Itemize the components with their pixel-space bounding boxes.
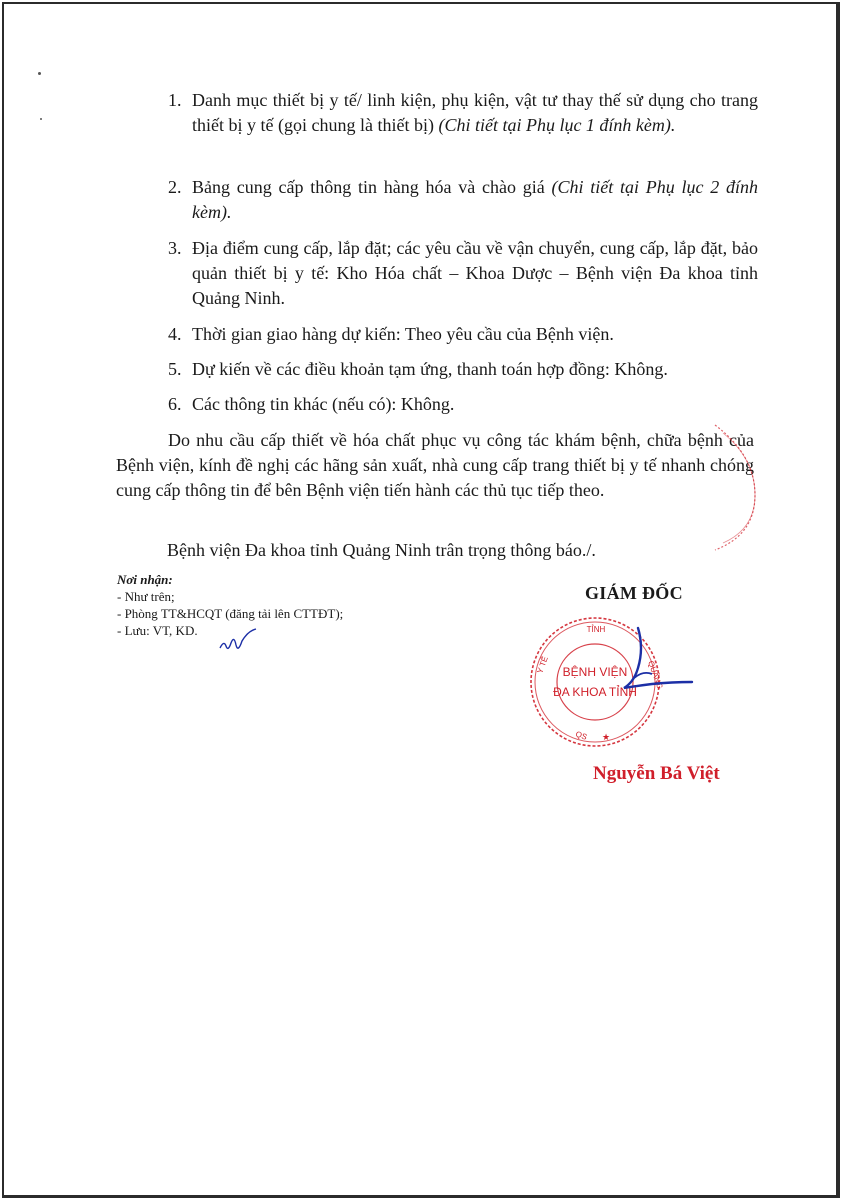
list-item-number: 6.	[168, 394, 182, 414]
list-item-5	[168, 357, 758, 382]
request-paragraph: Do nhu cầu cấp thiết về hóa chất phục vụ công tác khám bệnh, chữa bệnh của Bệnh viện, kính đề nghị các hãng sản xuất, nhà cung cấp trang thiết bị y tế nhanh chóng cung cấp thông tin để bên Bệnh viện tiến hành các thủ tục tiếp theo.	[116, 430, 754, 500]
list-item-4	[168, 322, 758, 347]
list-item-number: 2.	[168, 177, 182, 197]
initials-mark	[218, 628, 260, 656]
closing-line: Bệnh viện Đa khoa tỉnh Quảng Ninh trân trọng thông báo./.	[167, 540, 596, 560]
list-item-note: (Chi tiết tại Phụ lục 1 đính kèm).	[438, 115, 676, 135]
list-item-text: Địa điểm cung cấp, lắp đặt; các yêu cầu về vận chuyển, cung cấp, lắp đặt, bảo quản thiết bị y tế: Kho Hóa chất – Khoa Dược – Bệnh viện Đa khoa tỉnh Quảng Ninh.	[192, 238, 758, 308]
list-item-number: 4.	[168, 324, 182, 344]
list-item-number: 5.	[168, 359, 182, 379]
list-item-3	[168, 236, 758, 311]
edge-seal-fragment	[705, 415, 765, 555]
scan-speck	[38, 72, 41, 75]
seal-line-2: ĐA KHOA TỈNH	[553, 685, 637, 699]
seal-line-1: BỆNH VIỆN	[562, 665, 628, 679]
director-signature	[600, 620, 710, 720]
director-title: GIÁM ĐỐC	[585, 583, 683, 603]
seal-outer-top: TỈNH	[586, 625, 606, 634]
list-item-text: Bảng cung cấp thông tin hàng hóa và chào giá	[192, 177, 552, 197]
list-item-number: 3.	[168, 238, 182, 258]
list-item-text: Danh mục thiết bị y tế/ linh kiện, phụ kiện, vật tư thay thế sử dụng cho trang thiết bị y tế (gọi chung là thiết bị)	[192, 90, 758, 135]
recipient-line: - Phòng TT&HCQT (đăng tải lên CTTĐT);	[117, 606, 344, 621]
svg-text:★: ★	[602, 733, 611, 743]
seal-outer-right: QUẢNG	[646, 659, 665, 691]
list-item-text: Các thông tin khác (nếu có): Không.	[192, 394, 455, 414]
list-item-note: (Chi tiết tại Phụ lục 2 đính kèm).	[192, 177, 759, 222]
list-item-text: Thời gian giao hàng dự kiến: Theo yêu cầu của Bệnh viện.	[192, 324, 614, 344]
list-item-text: Dự kiến về các điều khoản tạm ứng, thanh toán hợp đồng: Không.	[192, 359, 668, 379]
list-item-6	[168, 392, 758, 417]
scan-speck	[40, 118, 42, 120]
list-item-2	[168, 175, 758, 225]
recipient-line: - Như trên;	[117, 589, 175, 604]
list-item-1	[168, 88, 758, 138]
recipient-line: - Lưu: VT, KD.	[117, 623, 198, 638]
signer-name: Nguyễn Bá Việt	[593, 763, 720, 784]
seal-outer-left: Y TẾ	[535, 655, 550, 675]
list-item-number: 1.	[168, 90, 182, 110]
seal-outer-bottom: QS	[574, 729, 589, 742]
recipients-title: Nơi nhận:	[117, 572, 173, 587]
